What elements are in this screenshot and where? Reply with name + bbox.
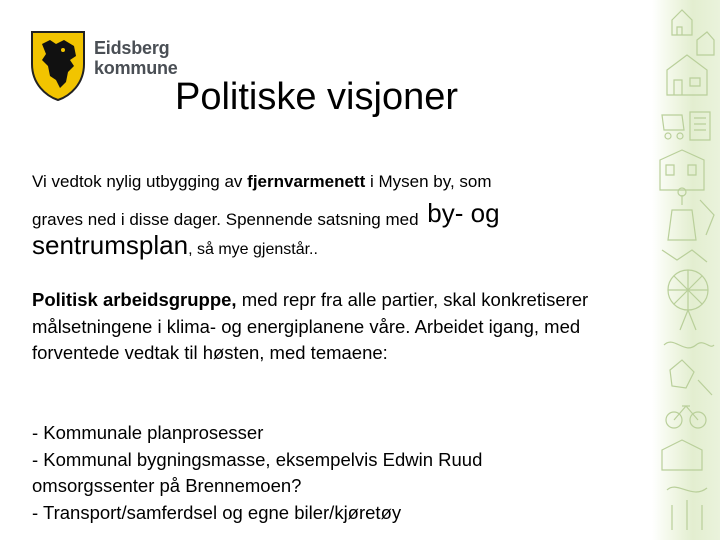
intro-line-1-text-b: i Mysen by, som (365, 172, 492, 191)
intro-line-1 (32, 168, 492, 196)
working-group-text (32, 287, 642, 367)
intro-line-1-text-a: Vi vedtok nylig utbygging av (32, 172, 248, 191)
intro-line-3-large-text: sentrumsplan (32, 230, 189, 260)
theme-list (32, 420, 642, 526)
list-item: - Transport/samferdsel og egne biler/kjøretøy (32, 501, 402, 523)
list-item-continuation: omsorgssenter på Brennemoen? (32, 475, 302, 496)
working-group-bold: Politisk arbeidsgruppe, (32, 289, 237, 310)
list-item: - Kommunale planprosesser (32, 422, 264, 443)
line-sketch-illustration (652, 0, 720, 540)
intro-line-2-text: graves ned i disse dager. Spennende satsning med (32, 210, 424, 229)
intro-line-1-bold: fjernvarmenett (247, 172, 366, 191)
list-item: - Kommunal bygningsmasse, eksempelvis Edwin Ruud (32, 448, 483, 470)
working-group-paragraph (32, 287, 642, 367)
municipality-logo (30, 30, 180, 102)
intro-line-3-small-text: så mye gjenstår.. (192, 241, 318, 258)
intro-line-3-comma: , (188, 241, 193, 258)
slide-title: Politiske visjoner (175, 76, 458, 118)
municipality-name-line1: Eidsberg (94, 38, 170, 58)
working-group-body: med repr fra alle partier, skal konkretiserer målsetningene i klima- og energiplanene våre. Arbeidet igang, med forventede vedtak til høsten, med temaene: (32, 289, 589, 363)
intro-line-2-large-text: by- og (427, 198, 500, 228)
municipality-name (94, 38, 178, 78)
intro-line-3 (32, 228, 318, 267)
decorative-side-band (652, 0, 720, 540)
municipality-name-line2: kommune (94, 58, 178, 78)
bear-shield-icon (30, 30, 86, 102)
